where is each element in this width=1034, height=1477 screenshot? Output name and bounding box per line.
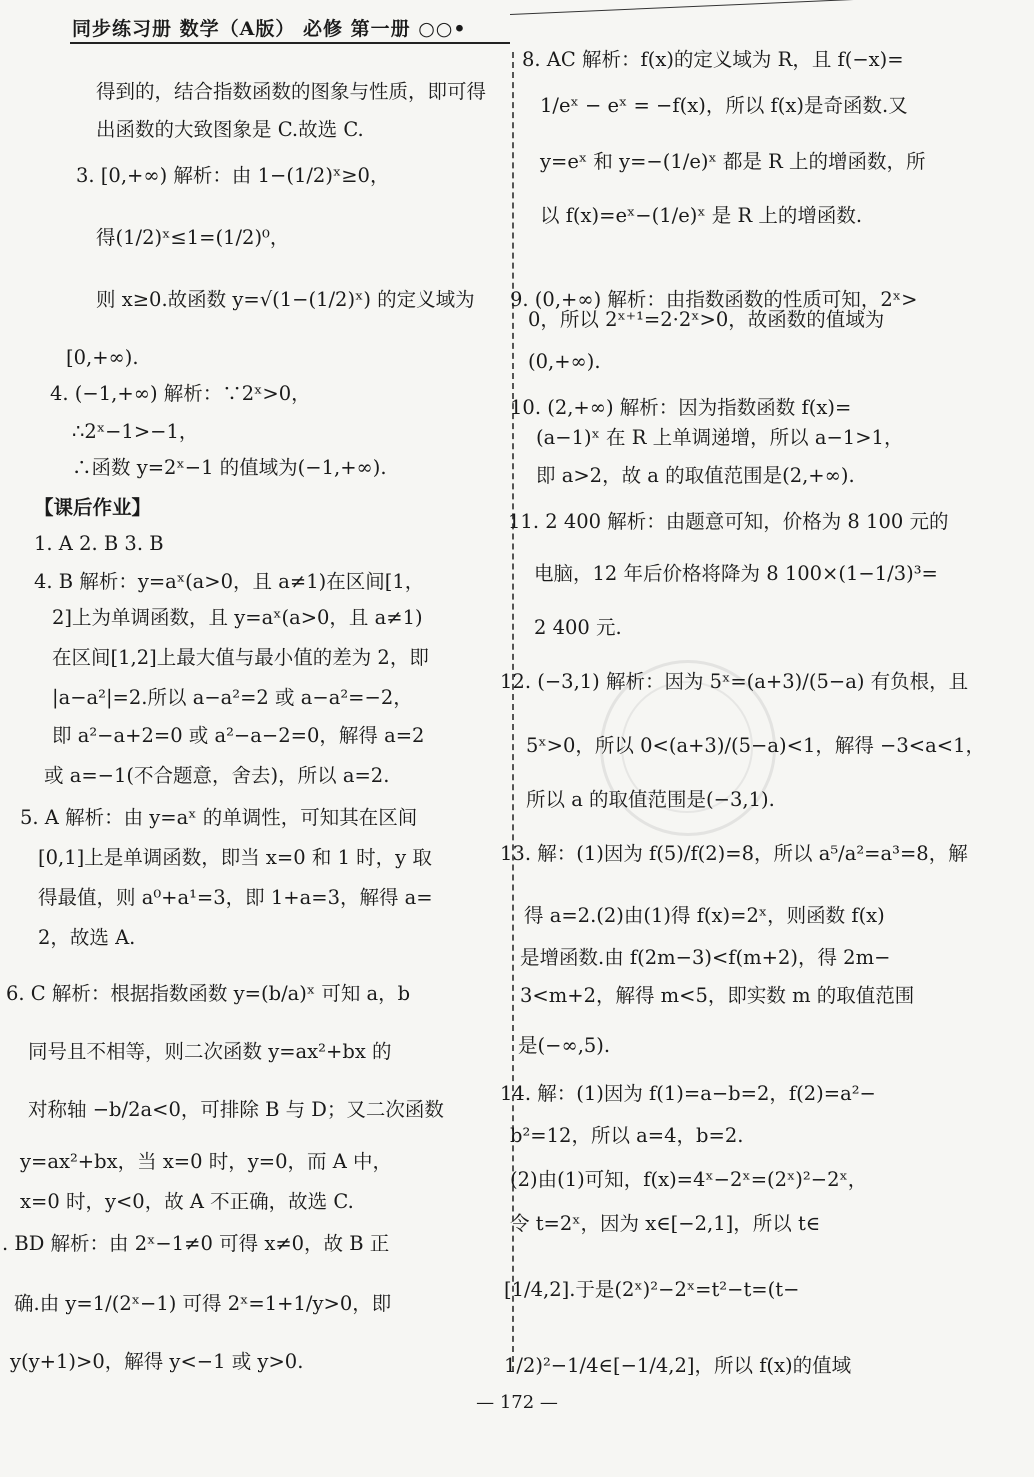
text-line: 所以 a 的取值范围是(−3,1). xyxy=(526,788,775,811)
answer-item-11: 11. 2 400 解析：由题意可知，价格为 8 100 元的 xyxy=(508,510,949,533)
text-line: 则 x≥0.故函数 y=√(1−(1/2)ˣ) 的定义域为 xyxy=(96,288,475,311)
text-line: 2 400 元. xyxy=(534,616,622,639)
answer-item-14: 14. 解：(1)因为 f(1)=a−b=2，f(2)=a²− xyxy=(500,1082,876,1105)
answer-item-9: 9. (0,+∞) 解析：由指数函数的性质可知，2ˣ> xyxy=(510,288,918,311)
answer-item-12: 12. (−3,1) 解析：因为 5ˣ=(a+3)/(5−a) 有负根，且 xyxy=(500,670,969,693)
text-line: 在区间[1,2]上最大值与最小值的差为 2，即 xyxy=(52,646,429,669)
text-line: |a−a²|=2.所以 a−a²=2 或 a−a²=−2， xyxy=(52,686,413,709)
text-line: 同号且不相等，则二次函数 y=ax²+bx 的 xyxy=(28,1040,392,1063)
text-line: y=ax²+bx，当 x=0 时，y=0，而 A 中， xyxy=(20,1150,392,1173)
text-line: 0，所以 2ˣ⁺¹=2·2ˣ>0，故函数的值域为 xyxy=(528,308,885,331)
text-line: ∴2ˣ−1>−1， xyxy=(72,420,199,443)
answer-item-6: 6. C 解析：根据指数函数 y=(b/a)ˣ 可知 a，b xyxy=(6,982,411,1005)
section-heading: 【课后作业】 xyxy=(34,496,152,519)
text-line: 2，故选 A. xyxy=(38,926,136,949)
answer-item-10: 10. (2,+∞) 解析：因为指数函数 f(x)= xyxy=(510,396,852,419)
text-line: 1/2)²−1/4∈[−1/4,2]，所以 f(x)的值域 xyxy=(504,1354,852,1377)
text-line: b²=12，所以 a=4，b=2. xyxy=(510,1124,744,1147)
text-line: 是增函数.由 f(2m−3)<f(m+2)，得 2m− xyxy=(520,946,891,969)
text-line: 3<m+2，解得 m<5，即实数 m 的取值范围 xyxy=(520,984,915,1007)
text-line: 2]上为单调函数，且 y=aˣ(a>0，且 a≠1) xyxy=(52,606,423,629)
text-line: 对称轴 −b/2a<0，可排除 B 与 D；又二次函数 xyxy=(28,1098,444,1121)
text-line: 是(−∞,5). xyxy=(518,1034,611,1057)
text-line: 出函数的大致图象是 C.故选 C. xyxy=(96,118,364,141)
text-line: (2)由(1)可知，f(x)=4ˣ−2ˣ=(2ˣ)²−2ˣ， xyxy=(510,1168,868,1191)
answer-item-1-3: 1. A 2. B 3. B xyxy=(34,532,164,555)
text-line: 即 a²−a+2=0 或 a²−a−2=0，解得 a=2 xyxy=(52,724,425,747)
text-line: 令 t=2ˣ，因为 x∈[−2,1]，所以 t∈ xyxy=(510,1212,821,1235)
answer-item-4: 4. B 解析：y=aˣ(a>0，且 a≠1)在区间[1， xyxy=(34,570,425,593)
text-line: 以 f(x)=eˣ−(1/e)ˣ 是 R 上的增函数. xyxy=(540,204,863,227)
header-rule xyxy=(70,42,510,44)
text-line: (a−1)ˣ 在 R 上单调递增，所以 a−1>1， xyxy=(536,426,904,449)
text-line: [1/4,2].于是(2ˣ)²−2ˣ=t²−t=(t− xyxy=(504,1278,800,1301)
text-line: y=eˣ 和 y=−(1/e)ˣ 都是 R 上的增函数，所 xyxy=(540,150,926,173)
text-line: 电脑，12 年后价格将降为 8 100×(1−1/3)³= xyxy=(534,562,938,585)
page-number: — 172 — xyxy=(476,1392,558,1413)
text-line: 5ˣ>0，所以 0<(a+3)/(5−a)<1，解得 −3<a<1， xyxy=(526,734,986,757)
text-line: 即 a>2，故 a 的取值范围是(2,+∞). xyxy=(536,464,855,487)
answer-item-7: . BD 解析：由 2ˣ−1≠0 可得 x≠0，故 B 正 xyxy=(2,1232,390,1255)
text-line: 得最值，则 a⁰+a¹=3，即 1+a=3，解得 a= xyxy=(38,886,433,909)
text-line: x=0 时，y<0，故 A 不正确，故选 C. xyxy=(20,1190,354,1213)
text-line: 得到的，结合指数函数的图象与性质，即可得 xyxy=(96,80,487,103)
text-line: y(y+1)>0，解得 y<−1 或 y>0. xyxy=(10,1350,304,1373)
text-line: [0,1]上是单调函数，即当 x=0 和 1 时，y 取 xyxy=(38,846,432,869)
text-line: 确.由 y=1/(2ˣ−1) 可得 2ˣ=1+1/y>0，即 xyxy=(14,1292,392,1315)
running-head: 同步练习册 数学（A版） 必修 第一册 ○○• xyxy=(72,18,467,40)
text-line: ∴函数 y=2ˣ−1 的值域为(−1,+∞). xyxy=(72,456,387,479)
answer-item-5: 5. A 解析：由 y=aˣ 的单调性，可知其在区间 xyxy=(20,806,418,829)
text-line: (0,+∞). xyxy=(528,350,601,373)
answer-item-4: 4. (−1,+∞) 解析：∵2ˣ>0， xyxy=(50,382,311,405)
text-line: 1/eˣ − eˣ = −f(x)，所以 f(x)是奇函数.又 xyxy=(540,94,908,117)
text-line: 得(1/2)ˣ≤1=(1/2)⁰， xyxy=(96,226,290,249)
text-line: [0,+∞). xyxy=(66,346,139,369)
header-rule-right xyxy=(510,0,970,45)
answer-item-3: 3. [0,+∞) 解析：由 1−(1/2)ˣ≥0， xyxy=(76,164,390,187)
answer-item-8: 8. AC 解析：f(x)的定义域为 R，且 f(−x)= xyxy=(522,48,904,71)
text-line: 或 a=−1(不合题意，舍去)，所以 a=2. xyxy=(44,764,390,787)
answer-item-13: 13. 解：(1)因为 f(5)/f(2)=8，所以 a⁵/a²=a³=8，解 xyxy=(500,842,968,865)
text-line: 得 a=2.(2)由(1)得 f(x)=2ˣ，则函数 f(x) xyxy=(524,904,885,927)
